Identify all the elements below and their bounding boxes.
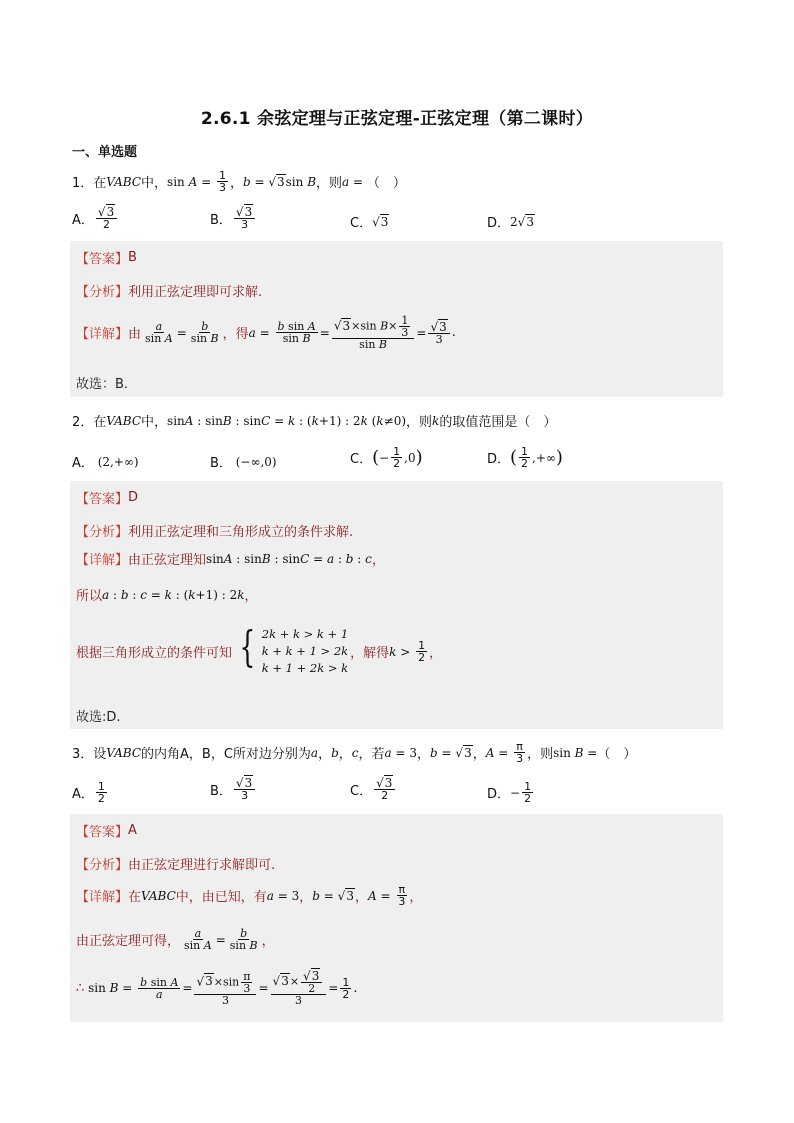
q1-conclusion: 故选：B. <box>76 377 129 392</box>
q1-option-c-label: C． <box>350 216 373 231</box>
q3-bracket: （ ） <box>597 747 637 762</box>
q1-text: 中， <box>141 176 168 191</box>
q2-cond-text: 根据三角形成立的条件可知 <box>76 646 233 661</box>
question-3: 3．设 VABC 的内角A，B，C所对边分别为 a ， b ， c ，若 a = 3 ， b = √3 ， A = $\frac{\pi}{3}$ ，则 sin B = （ ） <box>72 740 637 765</box>
question-1: 1．在 VABC 中， sin A = $\frac{1}{3}$ ， b = √3 sin B ，则 a = （ ） <box>72 169 406 194</box>
q2-number: 2．在 <box>72 415 107 430</box>
q3-text: 的内角A，B，C所对边分别为 <box>141 747 311 762</box>
detail-label: 【详解】 <box>76 890 129 905</box>
q3-option-a-label: A． <box>72 787 94 802</box>
q2-conclusion: 故选:D. <box>76 710 121 725</box>
q1-answer <box>76 248 137 267</box>
q3-number: 3．设 <box>72 747 107 762</box>
q1-detail-pre: 由 <box>128 327 142 342</box>
q2-so: 所以 <box>76 589 103 604</box>
q2-detail-text: 由正弦定理知 <box>128 553 207 568</box>
q3-detail-mid: 中，由已知，有 <box>175 890 267 905</box>
q1-option-a: A． $\frac{√3}{2}$ <box>72 206 119 230</box>
detail-label: 【详解】 <box>76 327 129 342</box>
q2-solution-box <box>70 481 723 729</box>
q1-option-d-label: D． <box>487 216 511 231</box>
q3-detail: 【详解】 在 VABC 中，由已知，有 a = 3 ， b = √3 ， A = $\frac{\pi}{3}$ ， <box>76 883 423 908</box>
q1-analysis-text: 利用正弦定理即可求解. <box>128 285 263 300</box>
q2-answer-value: D <box>128 490 139 505</box>
q3-option-b: B． $\frac{√3}{3}$ <box>210 777 257 801</box>
answer-label: 【答案】 <box>76 492 129 507</box>
q2-option-b: B． (−∞,0) <box>210 452 277 471</box>
q3-analysis <box>76 854 275 873</box>
therefore-symbol: ∴ <box>76 980 85 996</box>
q1-option-c: C． √3 <box>350 212 389 231</box>
q3-answer-value: A <box>128 823 137 838</box>
q1-answer-value: B <box>128 250 137 265</box>
q3-then: ，则 <box>527 747 554 762</box>
answer-label: 【答案】 <box>76 252 129 267</box>
analysis-label: 【分析】 <box>76 525 129 540</box>
q3-option-a: A． $\frac{1}{2}$ <box>72 780 105 805</box>
question-2: 2．在 VABC 中， sinA : sinB : sinC = k : (k+1) : 2k (k≠0) ，则 k 的取值范围是（ ） <box>72 411 556 430</box>
q1-option-b: B． $\frac{√3}{3}$ <box>210 206 257 230</box>
analysis-label: 【分析】 <box>76 285 129 300</box>
q2-triangle: VABC <box>106 413 142 428</box>
q2-option-c-label: C． <box>350 452 373 467</box>
q3-triangle: VABC <box>106 745 142 760</box>
page-title: 2.6.1 余弦定理与正弦定理-正弦定理（第二课时） <box>200 109 594 129</box>
q3-option-c: C． $\frac{√3}{2}$ <box>350 777 397 801</box>
q1-bracket: （ ） <box>366 176 406 191</box>
q2-answer <box>76 488 138 507</box>
q1-option-a-label: A． <box>72 212 94 228</box>
analysis-label: 【分析】 <box>76 858 129 873</box>
q2-bracket: 的取值范围是（ ） <box>439 415 557 430</box>
q2-text: 中， <box>141 415 168 430</box>
q1-triangle: VABC <box>106 174 142 189</box>
q1-option-d: D． 2 √3 <box>487 212 535 231</box>
q3-analysis-text: 由正弦定理进行求解即可. <box>128 858 276 873</box>
q3-detail-pre: 在 <box>128 890 142 905</box>
q3-option-c-label: C． <box>350 783 373 799</box>
q3-if: ，若 <box>358 747 385 762</box>
section-heading: 一、单选题 <box>72 145 138 160</box>
q1-solution-box <box>70 241 723 397</box>
q1-number: 1．在 <box>72 176 107 191</box>
q2-ratio: 所以 a : b : c = k : (k+1) : 2k ， <box>76 585 258 604</box>
q3-option-b-label: B． <box>210 783 232 799</box>
q1-option-b-label: B． <box>210 212 232 228</box>
q1-detail-mid: ，得 <box>222 327 249 342</box>
q3-result: ∴ sin B = $\frac{\text{b sin A}}{a}$ = √3×sin $\frac{\pi}{3}$ 3 = √3× $\frac{√3}{2}$ 3 = $\frac{1}{2}$ . <box>76 969 358 1007</box>
q3-option-d-label: D． <box>487 787 511 802</box>
q2-option-a-label: A． <box>72 456 94 471</box>
q3-detail-triangle: VABC <box>141 888 176 903</box>
q1-detail: 【详解】 由 $\frac{a}{\text{sin A}}$ = $\frac{b}{\text{sin B}}$ ，得 a = $\frac{\text{b sin A}}{\text{sin B}}$ = √3×sin B× $\frac{1}{3}$ sin B = $\frac{√3}{3}$ . <box>76 314 456 351</box>
q2-analysis <box>76 521 353 540</box>
q2-text-tail: ，则 <box>406 415 433 430</box>
q2-condition: 根据三角形成立的条件可知 { 2k + k > k + 1 k + k + 1 > 2k k + 1 + 2k > k ，解得 k > $\frac{1}{2}$ ， <box>76 622 443 675</box>
q2-option-d: D． ( $\frac{1}{2}$ ,+∞ ) <box>487 445 563 470</box>
q2-detail: 【详解】 由正弦定理知 sinA : sinB : sinC = a : b : c ， <box>76 549 385 568</box>
q2-option-c: C． ( − $\frac{1}{2}$ ,0 ) <box>350 445 423 470</box>
q1-analysis <box>76 281 262 300</box>
detail-label: 【详解】 <box>76 553 129 568</box>
q1-text-tail: ，则 <box>316 176 343 191</box>
q3-solution-box <box>70 814 723 1022</box>
q3-law-text: 由正弦定理可得， <box>76 934 181 949</box>
q2-option-b-label: B． <box>210 456 232 471</box>
q3-law: 由正弦定理可得， $\frac{a}{\text{sin A}}$ = $\frac{b}{\text{sin B}}$ ， <box>76 927 275 952</box>
q2-option-d-label: D． <box>487 452 511 467</box>
answer-label: 【答案】 <box>76 825 129 840</box>
q2-analysis-text: 利用正弦定理和三角形成立的条件求解. <box>128 525 354 540</box>
q2-option-a: A． (2,+∞) <box>72 452 139 471</box>
q2-solve: ，解得 <box>350 646 390 661</box>
q3-answer <box>76 821 137 840</box>
q3-option-d: D． − $\frac{1}{2}$ <box>487 780 532 805</box>
